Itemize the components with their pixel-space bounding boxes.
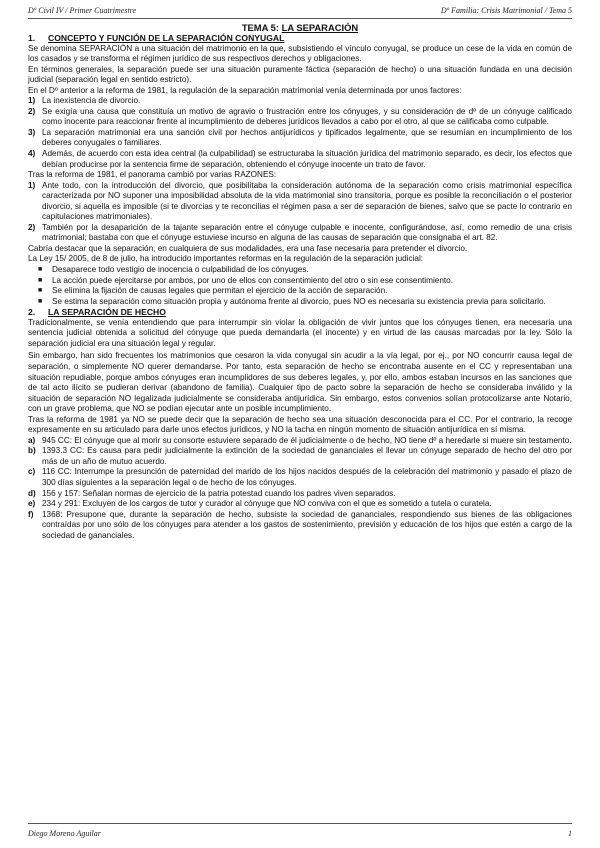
header-right: Dº Familia: Crisis Matrimonial / Tema 5 <box>440 6 572 15</box>
bullet-icon: ■ <box>38 276 43 284</box>
list-item: c) 116 CC: Interrumpe la presunción de paternidad del marido de los hijos nacidos después de la celebración del matrimonio y pasado el plazo de 300 días siguientes a la separación legal o de hecho de los cónyuges. <box>28 467 572 487</box>
header-rule <box>28 18 572 19</box>
list-item: 2) También por la desaparición de la tajante separación entre el cónyuge culpable e inocente, configurándose, así, como remedio de una crisis matrimonial; bastaba con que el cónyuge estuviese incurso en alguna de las causas de separación que consignaba el art. 82. <box>28 222 572 243</box>
list-item: a) 945 CC: El cónyuge que al morir su consorte estuviere separado de él judicialmente o de hecho, NO tiene dº a heredarle si muere sin testamento. <box>28 435 572 445</box>
list-item: e) 234 y 291: Excluyen de los cargos de tutor y curador al cónyuge que NO conviva con el que es sometido a tutela o curatela. <box>28 499 492 509</box>
page-content <box>28 22 572 541</box>
paragraph: Cabría destacar que la separación, en cualquiera de sus modalidades, era una fase necesaria para pretender el divorcio. <box>28 243 468 253</box>
section-number: 1. <box>28 33 36 43</box>
paragraph: La Ley 15/ 2005, de 8 de julio, ha introducido importantes reformas en la regulación de la separación judicial: <box>28 254 424 264</box>
paragraph: Tras la reforma de 1981 ya NO se puede decir que la separación de hecho sea una situación desconocida para el CC. Por el contrario, la recoge expresamente en su articulado para darle unos efectos jurídicos, y NO la tacha en ningún momento de situación antijurídica en sí misma. <box>28 414 572 435</box>
page-title <box>28 22 572 33</box>
footer-author: Diego Moreno Aguilar <box>28 829 101 838</box>
bullet-icon: ■ <box>38 266 43 274</box>
title-prefix: TEMA 5: <box>241 22 282 33</box>
list-item: 3) La separación matrimonial era una sanción civil por hechos antijurídicos y tipificados legalmente, que se resumían en incumplimiento de los deberes conyugales o familiares. <box>28 127 572 148</box>
section-title: LA SEPARACIÓN DE HECHO <box>48 307 166 318</box>
bullet-icon: ■ <box>38 297 43 305</box>
paragraph: En términos generales, la separación puede ser una situación puramente fáctica (separación de hecho) o una situación fundada en una decisión judicial (separación legal en sentido estricto). <box>28 64 572 85</box>
section-title: CONCEPTO Y FUNCIÓN DE LA SEPARACIÓN CONYUGAL <box>48 33 285 43</box>
list-item: 4) Además, de acuerdo con esta idea central (la culpabilidad) se estructuraba la situación jurídica del matrimonio separado, es decir, los efectos que debían producirse por la sentencia firme de separación, obteniendo el cónyuge inocente un trato de favor. <box>28 149 572 169</box>
bullet-item: ■ La acción puede ejercitarse por ambos, por uno de ellos con consentimiento del otro o sin ese consentimiento. <box>38 275 453 285</box>
list-item: 2) Se exigía una causa que constituía un motivo de agravio o frustración entre los cónyuges, y su consideración de dº de un cónyuge calificado como inocente para reaccionar frente al incumplimiento de deberes jurídicos llevados a cabo por el otro, al que se calificaba como culpable. <box>28 106 572 127</box>
list-item: b) 1393.3 CC: Es causa para pedir judicialmente la extinción de la sociedad de gananciales el llevar un cónyuge separado de hecho del otro por más de un año de mutuo acuerdo. <box>28 446 572 466</box>
paragraph: Se denomina SEPARACIÓN a una situación del matrimonio en la que, subsistiendo el vínculo conyugal, se produce un cese de la vida en común de los casados y se transforma el régimen jurídico de sus respectivos derechos y obligaciones. <box>28 43 572 64</box>
page-number: 1 <box>568 829 572 838</box>
bullet-icon: ■ <box>38 287 43 295</box>
title-main: LA SEPARACIÓN <box>281 22 359 33</box>
section-number: 2. <box>28 307 36 318</box>
footer-rule <box>28 823 572 824</box>
list-item: f) 1368: Presupone que, durante la separación de hecho, subsiste la sociedad de gananciales, respondiendo sus bienes de las obligaciones contraídas por uno sólo de los cónyuges para atender a los gastos de sostenimiento, previsión y educación de los hijos que estén a cargo de la sociedad de gananciales. <box>28 509 572 540</box>
bullet-item: ■ Se elimina la fijación de causas legales que permitan el ejercicio de la acción de separación. <box>38 286 388 296</box>
bullet-item: ■ Se estima la separación como situación propia y autónoma frente al divorcio, pues NO es necesaria su existencia previa para solicitarlo. <box>38 296 546 306</box>
paragraph: Sin embargo, han sido frecuentes los matrimonios que cesaron la vida conyugal sin acudir a la vía legal, por ej., por NO concurrir causa legal de separación, o simplemente NO querer demandarse. Por tanto, esta separación de hecho se encontraba ausente en el CC y representaban una situación repudiable, porque ambos cónyuges eran incumplidores de sus deberes legales, y, por ello, ambos estaban incursos en las sanciones que de tal acto ilícito se pudieran derivar (abandono de familia). Cualquier tipo de pacto sobre la separación de hecho se consideraba inválido y la situación de separación NO legalizada judicialmente se consideraba antijurídica. Sin embargo, estos convenios solían protocolizarse ante Notario, con un grave problema, que NO se podían ejecutar ante un posible incumplimiento. <box>28 351 572 414</box>
paragraph: Tradicionalmente, se venía entendiendo que para interrumpir sin violar la obligación de vivir juntos que los cónyuges tienen, era necesaria una sentencia judicial obtenida a solicitud del cónyuge que pueda demandarla (el inocente) y en virtud de las causas marcadas por la ley. Sólo la separación judicial era una situación legal y regular. <box>28 317 572 348</box>
header-left: Dº Civil IV / Primer Cuatrimestre <box>28 6 137 15</box>
paragraph: En el Dº anterior a la reforma de 1981, la regulación de la separación matrimonial venía determinada por unos factores: <box>28 85 462 95</box>
list-item: d) 156 y 157: Señalan normas de ejercicio de la patria potestad cuando los padres viven separados. <box>28 488 396 498</box>
list-item: 1) La inexistencia de divorcio. <box>28 96 141 106</box>
bullet-item: ■ Desaparece todo vestigio de inocencia o culpabilidad de los cónyuges. <box>38 265 309 275</box>
list-item: 1) Ante todo, con la introducción del divorcio, que posibilitaba la consideración autónoma de la separación como crisis matrimonial específica caracterizada por NO suponer una imposibilidad absoluta de la vida matrimonial sino transitoria, porque es posible la reconciliación o el posterior divorcio, si aquella es imposible (si te divorcias y te reconcilias el régimen pasa a ser de separación de bienes, salvo que se pacte lo contrario en capitulaciones matrimoniales). <box>28 180 572 222</box>
section-heading-1 <box>28 33 572 44</box>
paragraph: Tras la reforma de 1981, el panorama cambió por varias RAZONES: <box>28 170 277 180</box>
section-heading-2 <box>28 307 572 318</box>
